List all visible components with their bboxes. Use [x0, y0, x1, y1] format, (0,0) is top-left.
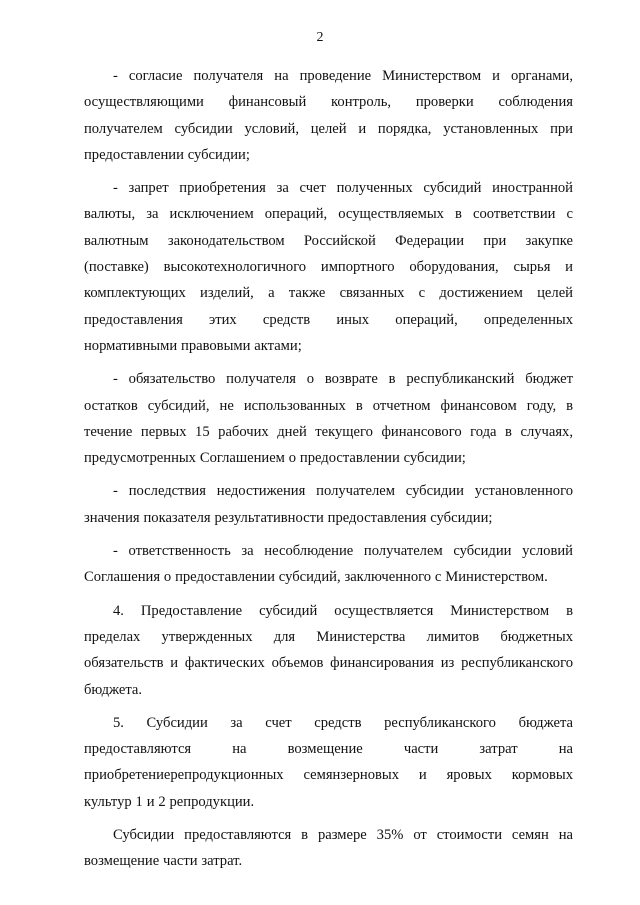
text-line: предоставляются на возмещение части затрат на	[84, 741, 573, 758]
paragraph-item-5	[84, 710, 573, 815]
text-line: возмещение части затрат.	[84, 853, 243, 870]
text-line: - запрет приобретения за счет полученных субсидий иностранной	[113, 180, 573, 197]
text-line: валютным законодательством Российской Федерации при закупке	[84, 232, 573, 249]
text-line: течение первых 15 рабочих дней текущего финансового года в случаях,	[84, 423, 573, 440]
text-line: пределах утвержденных для Министерства лимитов бюджетных	[84, 628, 573, 645]
text-line: остатков субсидий, не использованных в отчетном финансовом году, в	[84, 397, 573, 414]
text-line: валюты, за исключением операций, осуществляемых в соответствии с	[84, 206, 573, 223]
text-line: предоставлении субсидии;	[84, 146, 250, 163]
text-line: - последствия недостижения получателем субсидии установленного	[113, 483, 573, 500]
paragraph-subsidy-rate	[84, 822, 573, 875]
document-body	[84, 63, 573, 882]
paragraph-refund-obligation	[84, 366, 573, 471]
paragraph-item-4	[84, 598, 573, 703]
text-line: предусмотренных Соглашением о предоставлении субсидии;	[84, 450, 466, 467]
text-line: значения показателя результативности предоставления субсидии;	[84, 509, 493, 526]
text-line: получателем субсидии условий, целей и порядка, установленных при	[84, 120, 573, 137]
text-line: Субсидии предоставляются в размере 35% от стоимости семян на	[113, 827, 573, 844]
text-line: - согласие получателя на проведение Министерством и органами,	[113, 68, 573, 84]
paragraph-consent	[84, 63, 573, 168]
text-line: культур 1 и 2 репродукции.	[84, 793, 255, 810]
text-line: бюджета.	[84, 681, 143, 698]
text-line: (поставке) высокотехнологичного импортного оборудования, сырья и	[84, 259, 573, 276]
text-line: обязательств и фактических объемов финансирования из республиканского	[84, 655, 573, 672]
text-line: осуществляющими финансовый контроль, проверки соблюдения	[84, 94, 573, 111]
text-line: комплектующих изделий, а также связанных с достижением целей	[84, 285, 573, 302]
text-line: 5. Субсидии за счет средств республиканского бюджета	[113, 714, 573, 731]
paragraph-currency-ban	[84, 175, 573, 359]
text-line: нормативными правовыми актами;	[84, 337, 302, 354]
text-line: приобретениерепродукционных семянзерновых и яровых кормовых	[84, 767, 573, 784]
page-number: 2	[316, 30, 324, 45]
text-line: 4. Предоставление субсидий осуществляется Министерством в	[113, 602, 573, 619]
text-line: предоставления этих средств иных операций, определенных	[84, 311, 573, 328]
paragraph-consequences	[84, 478, 573, 531]
paragraph-responsibility	[84, 538, 573, 591]
text-line: - обязательство получателя о возврате в республиканский бюджет	[113, 371, 573, 388]
text-line: - ответственность за несоблюдение получателем субсидии условий	[113, 543, 573, 560]
text-line: Соглашения о предоставлении субсидий, заключенного с Министерством.	[84, 569, 548, 586]
